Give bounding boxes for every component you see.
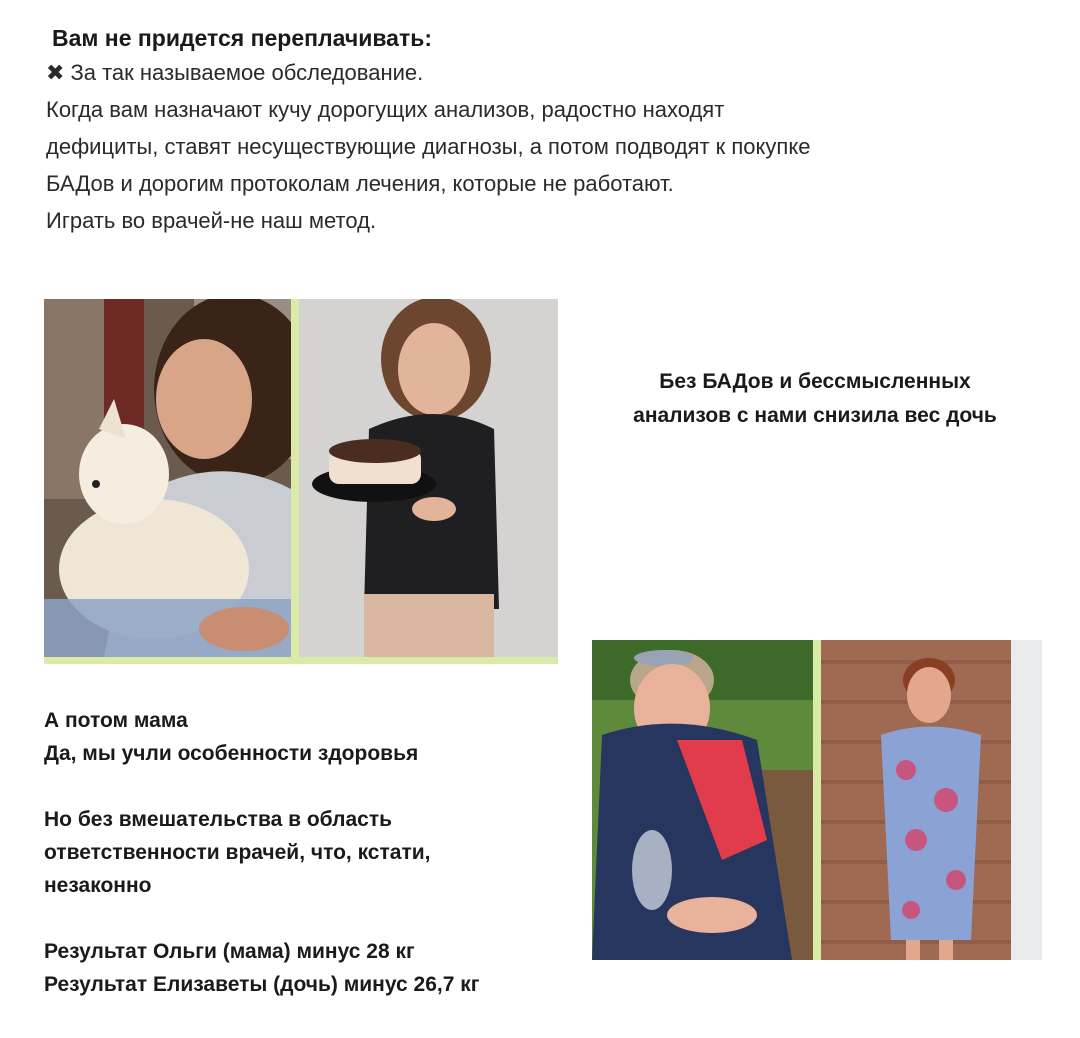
mother-line-1: А потом мама	[44, 709, 188, 732]
daughter-caption	[580, 365, 1050, 433]
mother-line-3: Но без вмешательства в область	[44, 808, 393, 831]
mother-line-4: ответственности врачей, что, кстати,	[44, 841, 431, 864]
daughter-before-photo	[44, 299, 291, 657]
result-elizaveta: Результат Елизаветы (дочь) минус 26,7 кг	[44, 973, 480, 996]
photo-divider	[291, 299, 299, 657]
intro-line-5: Играть во врачей-не наш метод.	[46, 208, 377, 233]
mother-before-after-photos	[592, 640, 1042, 960]
photo-bottom-strip	[44, 657, 558, 664]
mother-line-5: незаконно	[44, 874, 152, 897]
daughter-before-after-photos	[44, 299, 558, 664]
mother-after-photo	[821, 640, 1042, 960]
intro-line-1	[46, 54, 1006, 91]
daughter-caption-line-1: Без БАДов и бессмысленных	[659, 370, 971, 393]
intro-line-4: БАДов и дорогим протоколам лечения, которые не работают.	[46, 171, 674, 196]
mother-before-photo	[592, 640, 813, 960]
photo-divider	[813, 640, 821, 960]
intro-block	[46, 22, 1006, 239]
result-olga: Результат Ольги (мама) минус 28 кг	[44, 940, 415, 963]
intro-line-3: дефициты, ставят несуществующие диагнозы, а потом подводят к покупке	[46, 134, 811, 159]
intro-line-2: Когда вам назначают кучу дорогущих анализов, радостно находят	[46, 97, 725, 122]
daughter-caption-line-2: анализов с нами снизила вес дочь	[633, 404, 997, 427]
daughter-after-photo	[299, 299, 558, 657]
mother-text-block	[44, 704, 584, 1001]
intro-line-1-text: За так называемое обследование.	[70, 60, 424, 85]
cross-icon: ✖	[46, 60, 65, 85]
mother-line-2: Да, мы учли особенности здоровья	[44, 742, 419, 765]
intro-heading: Вам не придется переплачивать:	[52, 25, 433, 51]
